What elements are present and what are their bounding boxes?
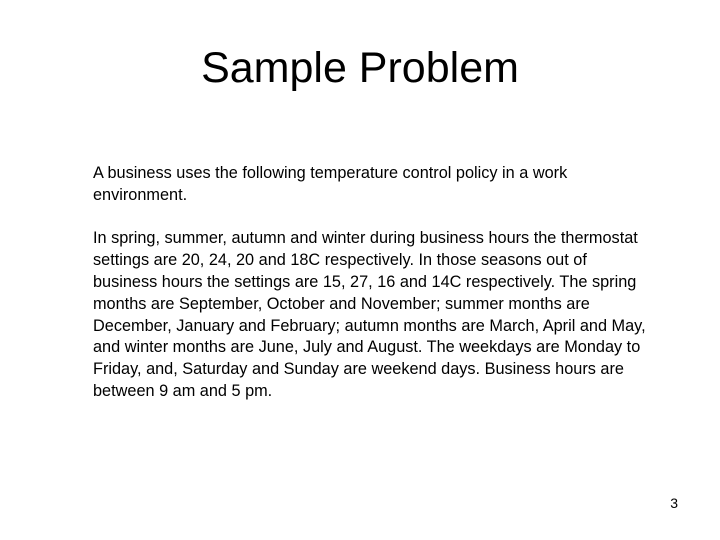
intro-paragraph: A business uses the following temperature control policy in a work environment. <box>93 164 568 204</box>
page-number: 3 <box>670 495 678 511</box>
slide-title: Sample Problem <box>201 44 519 92</box>
policy-paragraph: In spring, summer, autumn and winter during business hours the thermostat settings are 20, 24, 20 and 18C respectively. In those seasons out of business hours the settings are 15, 27, 16 and 14C respectively. The spring months are September, October and November; summer months are December, January and February; autumn months are March, April and May, and winter months are June, July and August. The weekdays are Monday to Friday, and, Saturday and Sunday are weekend days. Business hours are between 9 am and 5 pm. <box>93 229 646 400</box>
slide-body <box>93 163 653 425</box>
